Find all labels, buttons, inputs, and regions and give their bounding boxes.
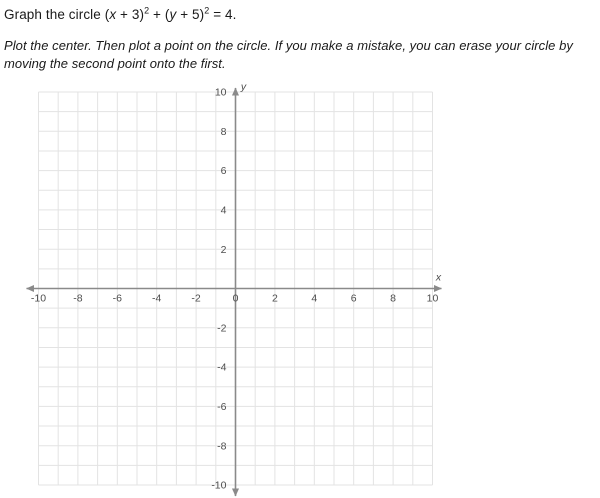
x-tick-label: 10 xyxy=(426,292,439,305)
y-tick-label: 10 xyxy=(214,86,227,99)
x-term: + 3) xyxy=(116,7,145,22)
y-term: + 5) xyxy=(176,7,205,22)
equals-clause: = 4. xyxy=(209,7,237,22)
x-tick-label: -2 xyxy=(191,292,201,305)
y-tick-label: 6 xyxy=(220,165,227,178)
y-tick-label: 8 xyxy=(220,125,227,138)
x-tick-label: -10 xyxy=(30,292,47,305)
x-variable: x xyxy=(109,7,117,22)
x-tick-label: 6 xyxy=(350,292,357,305)
y-tick-label: -10 xyxy=(211,479,227,492)
problem-statement xyxy=(4,0,596,24)
x-exponent: 2 xyxy=(144,5,150,16)
problem-prompt xyxy=(4,0,596,73)
x-tick-label: -6 xyxy=(112,292,122,305)
graph-svg[interactable] xyxy=(0,80,600,498)
y-tick-label: 4 xyxy=(220,204,227,217)
x-tick-label: 4 xyxy=(311,292,318,305)
x-tick-label: 8 xyxy=(390,292,397,305)
y-tick-label: -2 xyxy=(217,322,227,335)
x-tick-label: -4 xyxy=(152,292,162,305)
y-axis-label: y xyxy=(240,81,247,93)
instruction-text: Plot the center. Then plot a point on the circle. If you make a mistake, you can erase your circle by moving the second point onto the first. xyxy=(4,38,573,71)
y-tick-label: -6 xyxy=(217,401,227,413)
x-tick-label: -8 xyxy=(73,292,83,305)
plus-operator: + ( xyxy=(149,7,170,22)
coordinate-plane[interactable] xyxy=(0,80,600,498)
x-axis-label: x xyxy=(435,271,442,284)
y-tick-label: 2 xyxy=(220,243,227,256)
x-tick-label: 2 xyxy=(271,292,278,305)
y-exponent: 2 xyxy=(204,5,210,16)
x-tick-label: 0 xyxy=(232,292,239,305)
problem-prefix: Graph the circle ( xyxy=(4,7,110,22)
y-tick-label: -8 xyxy=(217,440,227,453)
y-variable: y xyxy=(169,7,177,22)
y-tick-label: -4 xyxy=(217,361,227,374)
